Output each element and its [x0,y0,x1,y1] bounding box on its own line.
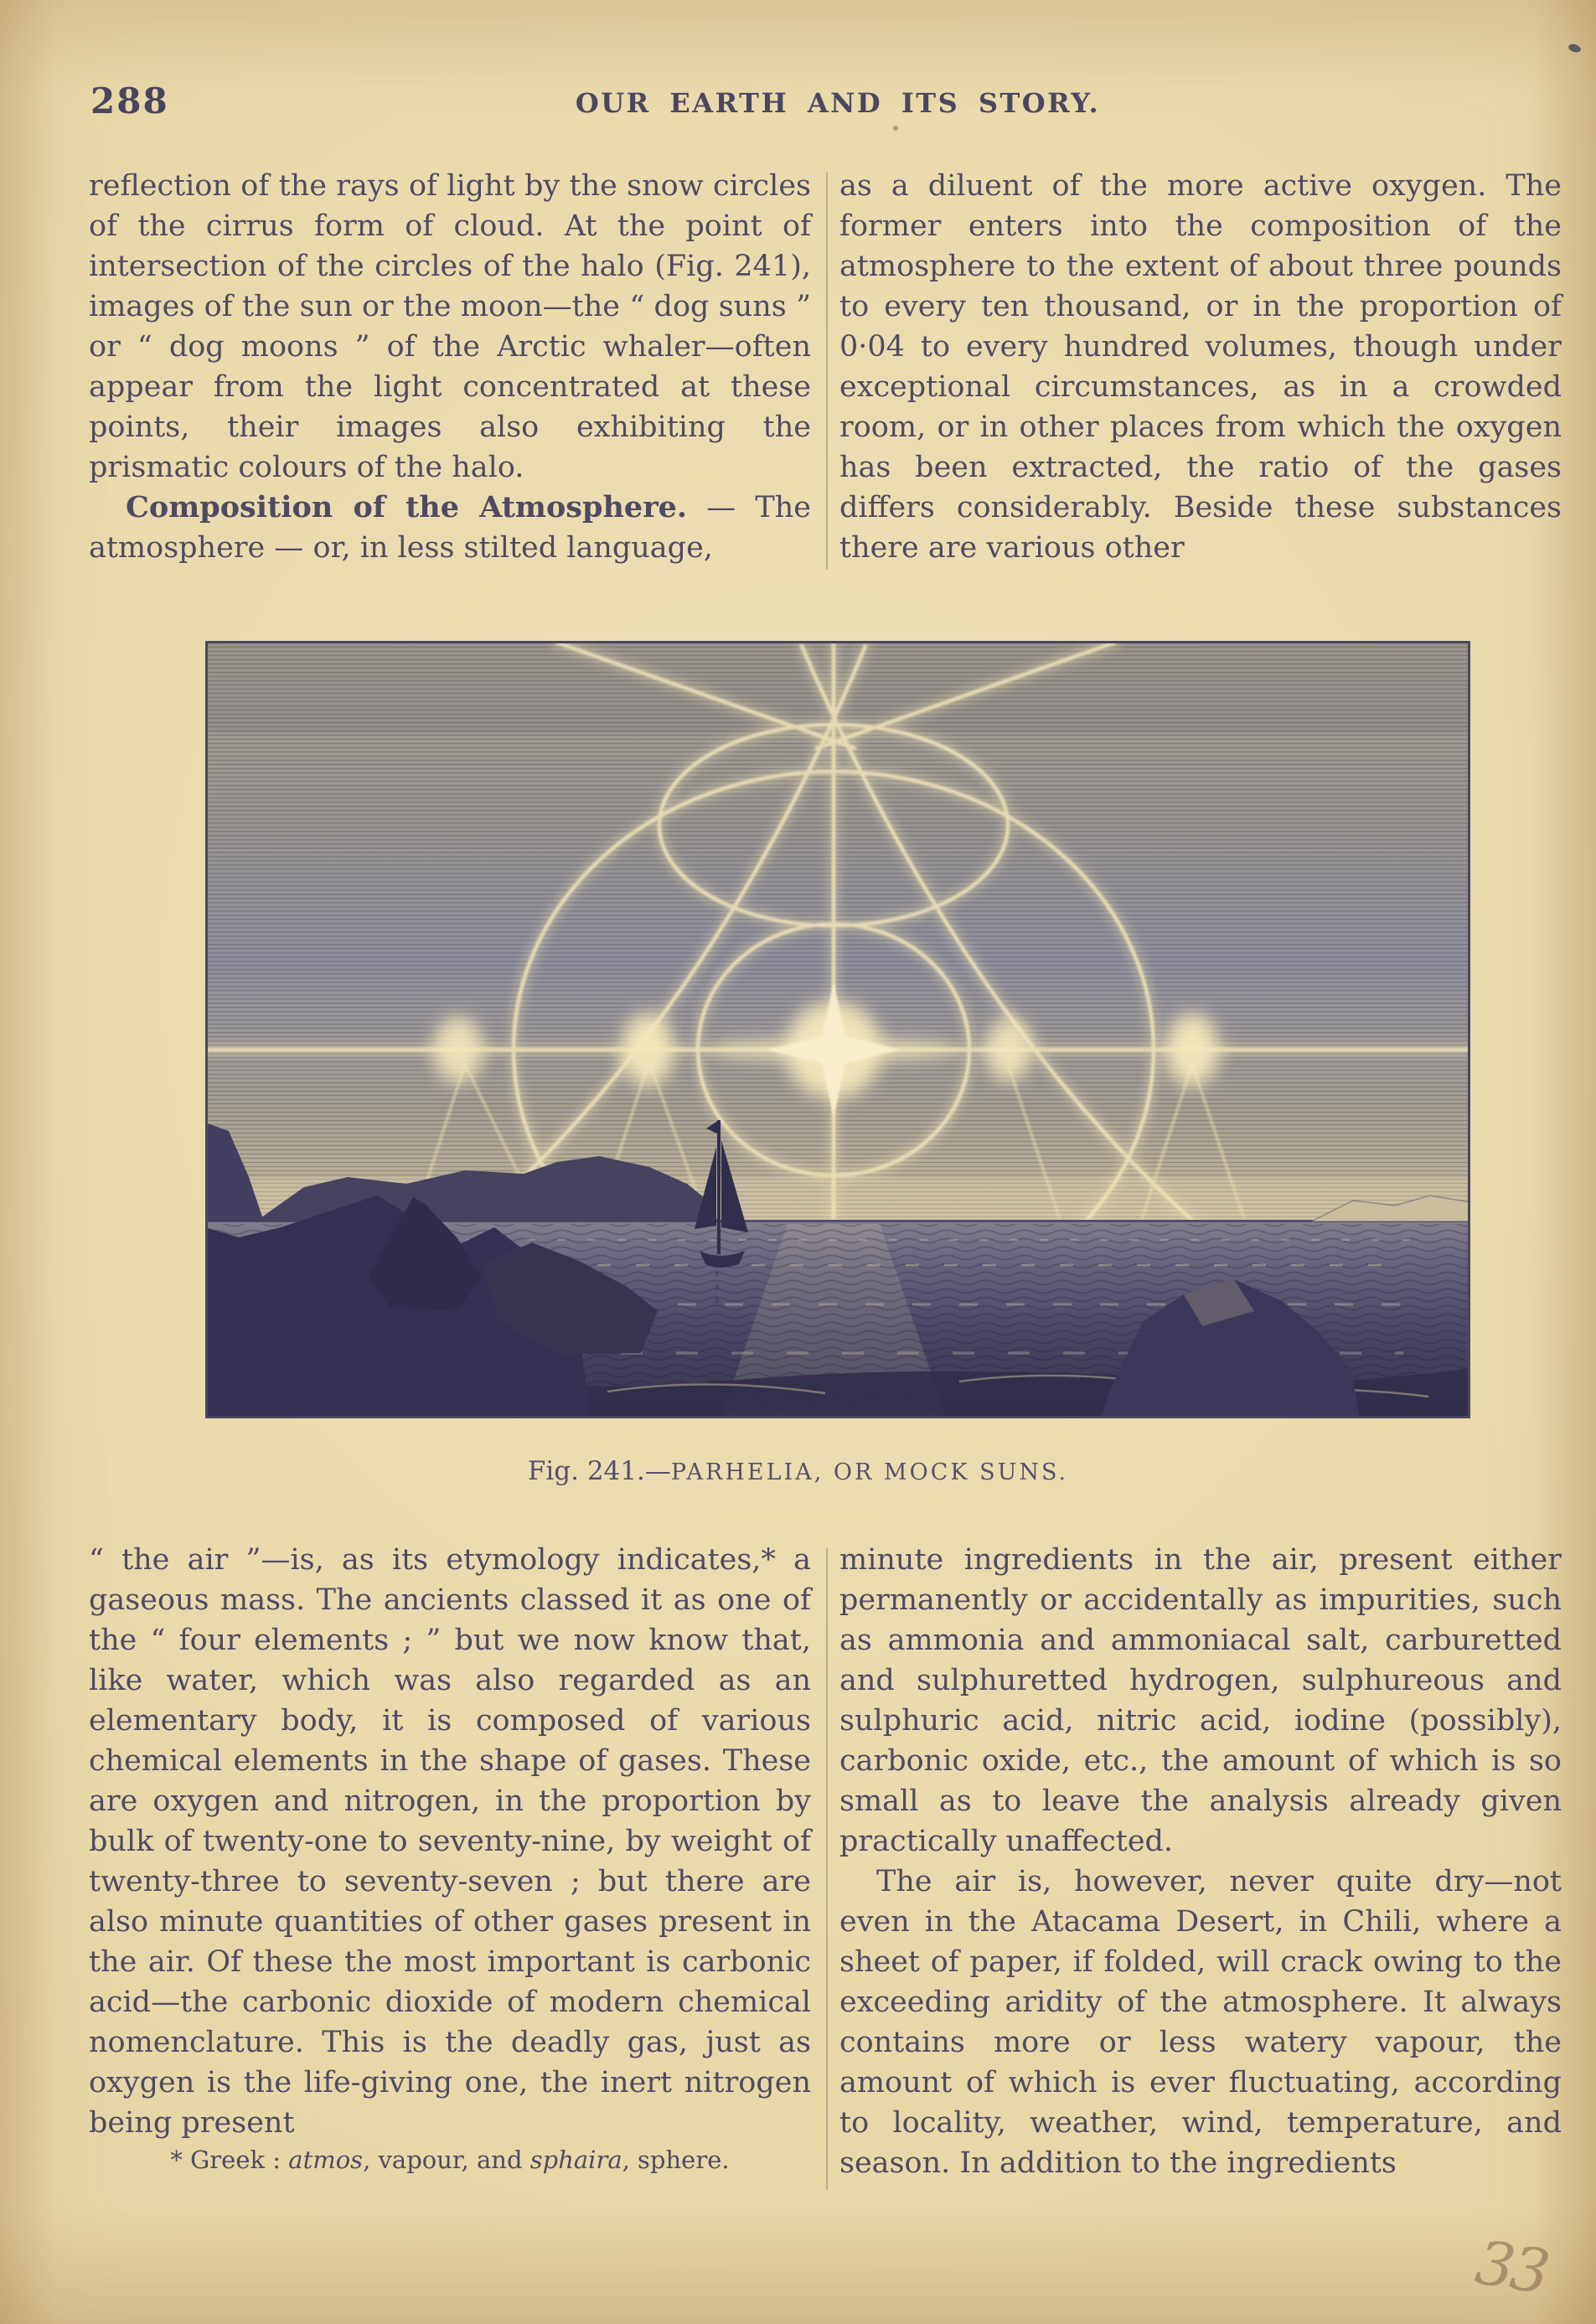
footnote-italic: atmos [288,2146,364,2174]
footnote-italic: sphaira [529,2146,622,2174]
running-header-title: OUR EARTH AND ITS STORY. [575,87,1101,119]
column-divider-bottom [826,1548,828,2190]
text-column-top-right [839,166,1562,568]
text-column-top-left [89,166,811,568]
ink-speck [893,126,898,131]
figure-caption-title: PARHELIA, OR MOCK SUNS. [670,1459,1069,1485]
section-heading: Composition of the Atmosphere. [126,490,688,524]
paragraph-text: as a diluent of the more active oxygen. The former enters into the composition of the atmosphere to the extent of about three pounds to every ten thousand, or in the proportion of 0·04 to every hundred volumes, though under exceptional circumstances, as in a crowded room, or in other places from which the oxygen has been extracted, the ratio of the gases differs considerably. Beside these substances there are various other [839,169,1562,565]
column-divider-top [826,173,828,570]
parhelia-engraving [205,641,1470,1418]
footnote-text: * Greek : [170,2146,289,2174]
paragraph-text: The air is, however, never quite dry—not even in the Atacama Desert, in Chili, where a sheet of paper, if folded, will crack owing to the exceeding aridity of the atmosphere. It always contains more or less watery vapour, the amount of which is ever fluctuating, according to locality, weather, wind, temperature, and season. In addition to the ingredients [839,1865,1562,2180]
paragraph-text: reflection of the rays of light by the snow circles of the cirrus form of cloud. At the point of intersection of the circles of the halo (Fig. 241), images of the sun or the moon—the “ dog suns ” or “ dog moons ” of the Arctic whaler—often appear from the light concentrated at these points, their images also exhibiting the prismatic colours of the halo. [89,169,811,484]
text-column-bottom-left [89,1540,811,2177]
handwritten-page-mark: 33 [1470,2226,1552,2308]
paragraph [89,1540,811,2143]
paragraph-text: minute ingredients in the air, present either permanently or accidentally as impurities, such as ammonia and ammoniacal salt, carburetted and sulphuretted hydrogen, sulphureous and sulphuric acid, nitric acid, iodine (possibly), carbonic oxide, etc., the amount of which is so small as to leave the analysis already given practically unaffected. [839,1543,1562,1858]
footnote-text: , sphere. [622,2146,730,2174]
paragraph [839,166,1562,568]
paragraph [89,166,811,488]
text-column-bottom-right [839,1540,1562,2183]
paragraph [839,1862,1562,2183]
footnote [89,2143,811,2177]
page-number: 288 [90,80,169,121]
ink-speck [1568,43,1582,54]
paragraph [89,488,811,568]
figure-caption-number: Fig. 241.— [527,1456,671,1486]
paragraph-text: “ the air ”—is, as its etymology indicates,* a gaseous mass. The ancients classed it as one of the “ four elements ; ” but we now know that, like water, which was also regarded as an elementary body, it is composed of various chemical elements in the shape of gases. These are oxygen and nitrogen, in the proportion by bulk of twenty-one to seventy-nine, by weight of twenty-three to seventy-seven ; but there are also minute quantities of other gases present in the air. Of these the most important is carbonic acid—the carbonic dioxide of modern chemical nomenclature. This is the deadly gas, just as oxygen is the life-giving one, the inert nitrogen being present [89,1543,811,2140]
figure-caption [0,1456,1596,1486]
paragraph-text: — The atmosphere — or, in less stilted language, [89,491,811,565]
footnote-text: , vapour, and [363,2146,530,2174]
paragraph [839,1540,1562,1862]
parhelia-engraving-svg [205,641,1470,1418]
